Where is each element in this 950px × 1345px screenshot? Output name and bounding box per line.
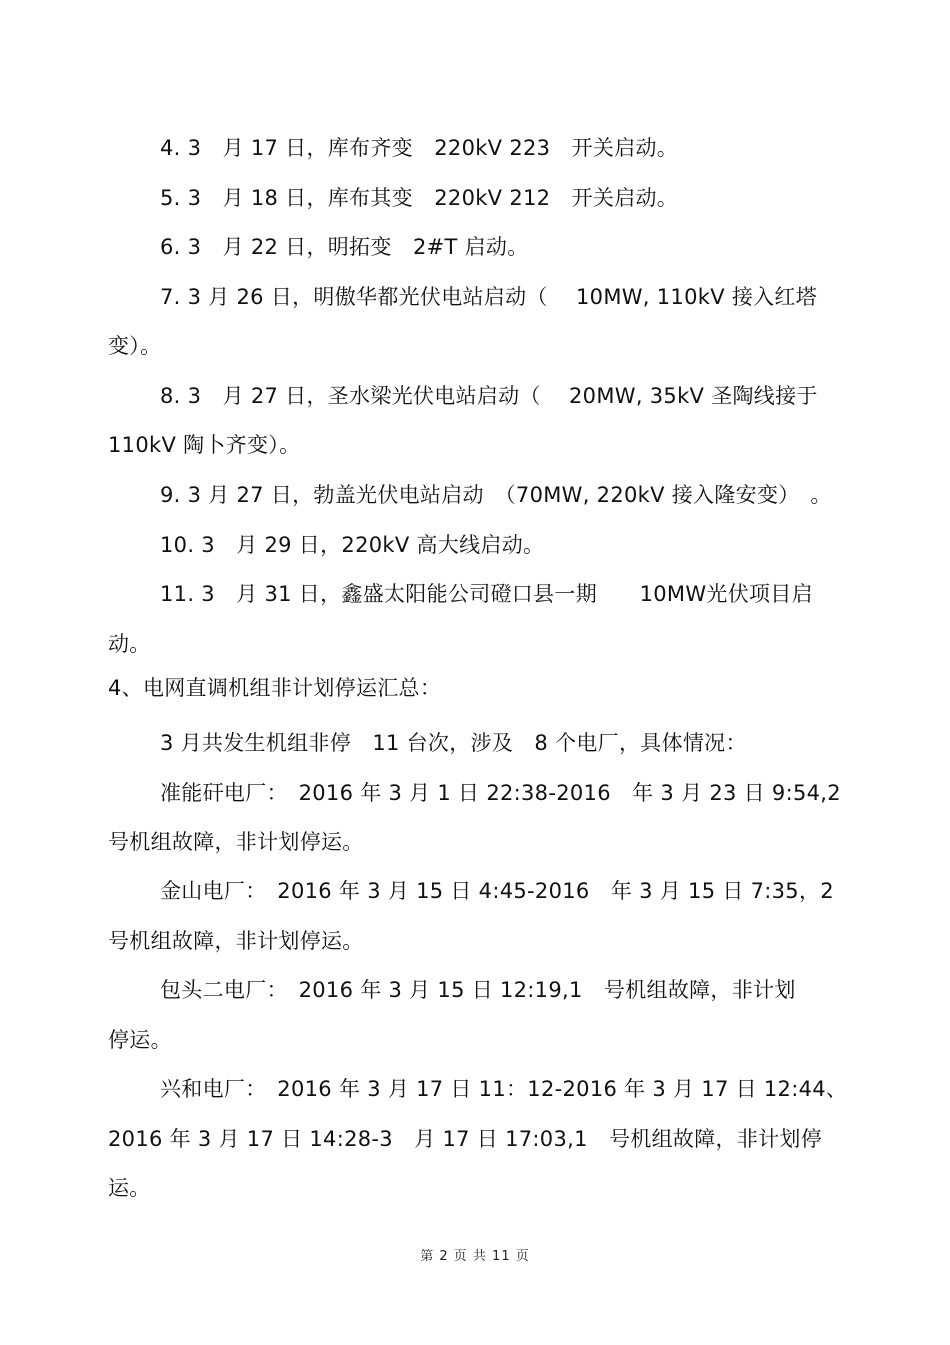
- outage-jinshan-cont: 号机组故障，非计划停运。: [108, 929, 364, 953]
- event-item-11-cont: 动。: [108, 632, 151, 656]
- event-item-7-cont: 变）。: [108, 334, 162, 358]
- section-heading: 4、电网直调机组非计划停运汇总：: [108, 676, 442, 700]
- outage-zhunneng-cont: 号机组故障，非计划停运。: [108, 830, 364, 854]
- page-footer: 第 2 页 共 11 页: [420, 1249, 530, 1264]
- outage-xinghe-cont: 2016 年 3 月 17 日 14:28-3 月 17 日 17:03,1 号机组故障，非计划停: [108, 1127, 823, 1151]
- event-item-10: 10. 3 月 29 日，220kV 高大线启动。: [160, 533, 545, 557]
- event-item-7: 7. 3 月 26 日，明傲华都光伏电站启动（ 10MW, 110kV 接入红塔: [160, 285, 818, 309]
- event-item-11: 11. 3 月 31 日，鑫盛太阳能公司磴口县一期 10MW光伏项目启: [160, 582, 813, 606]
- summary-paragraph: 3 月共发生机组非停 11 台次，涉及 8 个电厂，具体情况：: [160, 731, 747, 755]
- outage-baotou-cont: 停运。: [108, 1028, 172, 1052]
- event-item-8-cont: 110kV 陶卜齐变）。: [108, 433, 301, 457]
- event-item-6: 6. 3 月 22 日，明拓变 2#T 启动。: [160, 235, 529, 259]
- outage-zhunneng: 准能矸电厂： 2016 年 3 月 1 日 22:38-2016 年 3 月 23 日 9:54,2: [160, 781, 841, 805]
- outage-xinghe: 兴和电厂： 2016 年 3 月 17 日 11：12-2016 年 3 月 17 日 12:44、: [160, 1077, 848, 1101]
- event-item-8: 8. 3 月 27 日，圣水梁光伏电站启动（ 20MW, 35kV 圣陶线接于: [160, 384, 818, 408]
- outage-baotou: 包头二电厂： 2016 年 3 月 15 日 12:19,1 号机组故障，非计划: [160, 978, 796, 1002]
- event-item-9: 9. 3 月 27 日，勃盖光伏电站启动 （70MW, 220kV 接入隆安变） 。: [160, 483, 832, 507]
- event-item-4: 4. 3 月 17 日，库布齐变 220kV 223 开关启动。: [160, 136, 679, 160]
- outage-xinghe-end: 运。: [108, 1176, 151, 1200]
- event-item-5: 5. 3 月 18 日，库布其变 220kV 212 开关启动。: [160, 186, 679, 210]
- outage-jinshan: 金山电厂： 2016 年 3 月 15 日 4:45-2016 年 3 月 15 日 7:35，2: [160, 879, 834, 903]
